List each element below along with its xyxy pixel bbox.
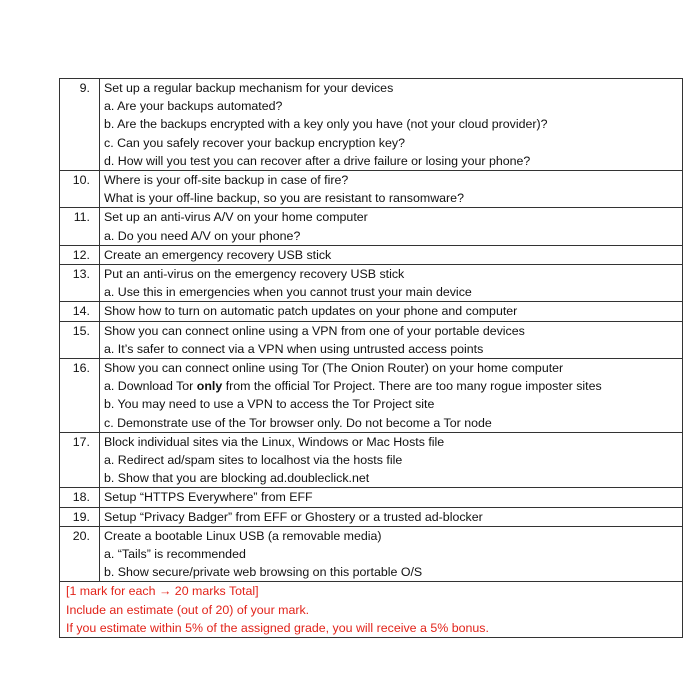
subpoint-text: from the official Tor Project. There are too many rogue imposter sites [222, 379, 602, 394]
table-row [60, 171, 683, 208]
table-row [60, 302, 683, 321]
item-content [100, 79, 683, 171]
table-row [60, 488, 683, 507]
table-row [60, 245, 683, 264]
item-number: 13. [60, 265, 100, 302]
item-subpoint: a. Use this in emergencies when you cannot trust your main device [104, 285, 472, 300]
item-title: Create a bootable Linux USB (a removable media) [104, 528, 382, 543]
table-row [60, 526, 683, 582]
item-number: 20. [60, 526, 100, 582]
checklist-table [59, 78, 683, 638]
item-content [100, 507, 683, 526]
item-content [100, 171, 683, 208]
item-subpoint: a. Do you need A/V on your phone? [104, 228, 301, 243]
item-content [100, 321, 683, 358]
item-content [100, 302, 683, 321]
item-subpoint: d. How will you test you can recover after a drive failure or losing your phone? [104, 153, 531, 168]
item-title: Show you can connect online using Tor (The Onion Router) on your home computer [104, 361, 564, 376]
marking-footer-row [60, 582, 683, 638]
item-content [100, 245, 683, 264]
table-row [60, 507, 683, 526]
item-title: Show you can connect online using a VPN from one of your portable devices [104, 323, 525, 338]
item-subpoint: c. Demonstrate use of the Tor browser only. Do not become a Tor node [104, 415, 492, 430]
item-subpoint: a. “Tails” is recommended [104, 547, 246, 562]
table-row [60, 359, 683, 433]
item-subpoint: b. Show that you are blocking ad.doubleclick.net [104, 471, 370, 486]
item-title: Set up an anti-virus A/V on your home computer [104, 210, 368, 225]
item-subpoint: a. It’s safer to connect via a VPN when using untrusted access points [104, 341, 484, 356]
item-subpoint: a. Redirect ad/spam sites to localhost via the hosts file [104, 453, 403, 468]
item-number: 15. [60, 321, 100, 358]
item-content [100, 432, 683, 488]
item-number: 17. [60, 432, 100, 488]
item-title: Create an emergency recovery USB stick [104, 247, 332, 262]
item-subpoint: b. Show secure/private web browsing on this portable O/S [104, 565, 423, 580]
item-title: Setup “Privacy Badger” from EFF or Ghostery or a trusted ad-blocker [104, 509, 483, 524]
marking-note [60, 582, 683, 638]
item-content [100, 208, 683, 245]
item-number: 11. [60, 208, 100, 245]
subpoint-text: a. Download Tor [104, 379, 197, 394]
item-content [100, 265, 683, 302]
table-row [60, 208, 683, 245]
item-title: Where is your off-site backup in case of fire? [104, 173, 349, 188]
item-number: 18. [60, 488, 100, 507]
estimate-instruction: Include an estimate (out of 20) of your mark. [66, 602, 310, 617]
item-content [100, 359, 683, 433]
arrow-right-icon: → [158, 584, 172, 599]
item-number: 16. [60, 359, 100, 433]
item-subpoint: c. Can you safely recover your backup encryption key? [104, 135, 405, 150]
item-subpoint: What is your off-line backup, so you are resistant to ransomware? [104, 191, 464, 206]
marks-total-line: [1 mark for each → 20 marks Total] [66, 584, 259, 599]
table-row [60, 432, 683, 488]
item-subpoint: b. You may need to use a VPN to access the Tor Project site [104, 397, 435, 412]
bonus-note: If you estimate within 5% of the assigned grade, you will receive a 5% bonus. [66, 620, 489, 635]
item-title: Block individual sites via the Linux, Windows or Mac Hosts file [104, 434, 445, 449]
emphasis-text: only [196, 379, 223, 394]
table-row [60, 79, 683, 171]
item-title: Set up a regular backup mechanism for your devices [104, 81, 394, 95]
table-row [60, 265, 683, 302]
item-subpoint: b. Are the backups encrypted with a key only you have (not your cloud provider)? [104, 117, 548, 132]
item-title: Show how to turn on automatic patch updates on your phone and computer [104, 304, 518, 319]
item-subpoint [104, 377, 678, 395]
item-content [100, 488, 683, 507]
item-number: 10. [60, 171, 100, 208]
item-title: Put an anti-virus on the emergency recovery USB stick [104, 267, 405, 282]
item-number: 19. [60, 507, 100, 526]
item-number: 14. [60, 302, 100, 321]
item-subpoint: a. Are your backups automated? [104, 99, 283, 114]
item-number: 12. [60, 245, 100, 264]
table-row [60, 321, 683, 358]
item-content [100, 526, 683, 582]
item-number: 9. [60, 79, 100, 171]
item-title: Setup “HTTPS Everywhere” from EFF [104, 490, 313, 505]
